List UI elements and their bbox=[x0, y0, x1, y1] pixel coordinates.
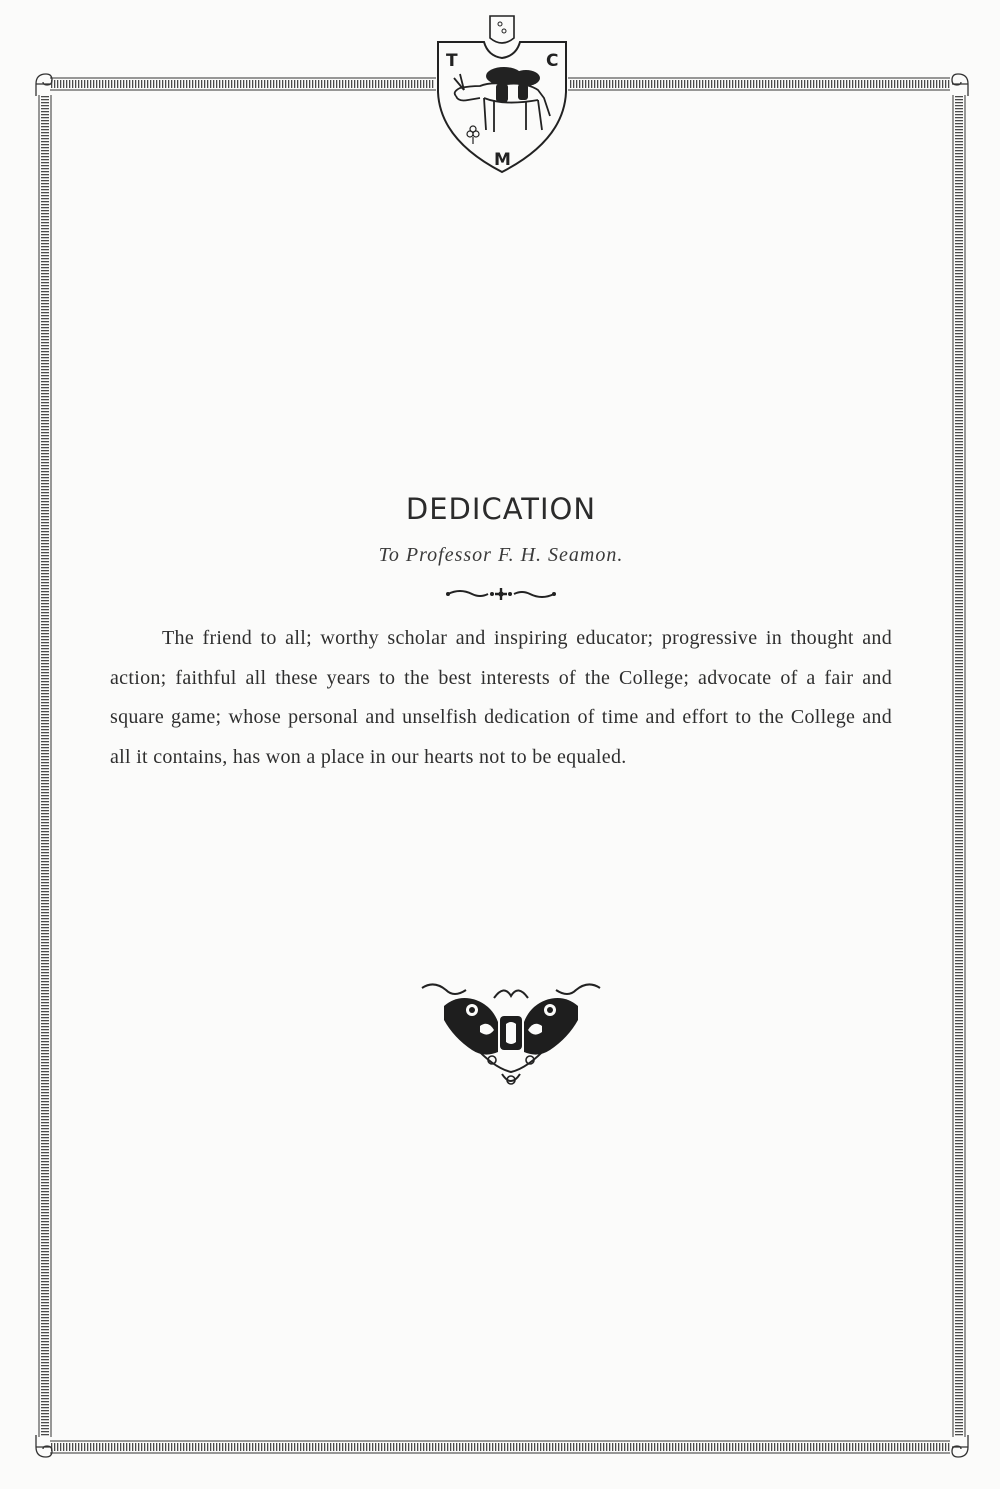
dedication-section bbox=[110, 490, 892, 777]
crest-letter-m: M bbox=[494, 150, 511, 170]
dedication-subtitle: To Professor F. H. Seamon. bbox=[378, 544, 624, 566]
college-crest-mule-icon bbox=[434, 12, 570, 176]
crest-letter-c: C bbox=[546, 51, 559, 71]
crest-letter-t: T bbox=[446, 51, 458, 71]
decorative-dragon-ornament-icon bbox=[414, 976, 608, 1092]
flourish-divider-icon bbox=[446, 586, 556, 602]
dedication-body: The friend to all; worthy scholar and inspiring educator; progressive in thought and action; faithful all these years to the best interests of the College; advocate of a fair and square game; whose personal and unselfish dedication of time and effort to the College and all it contains, has won a place in our hearts not to be equaled. bbox=[110, 627, 892, 768]
page-title: DEDICATION bbox=[405, 492, 597, 526]
